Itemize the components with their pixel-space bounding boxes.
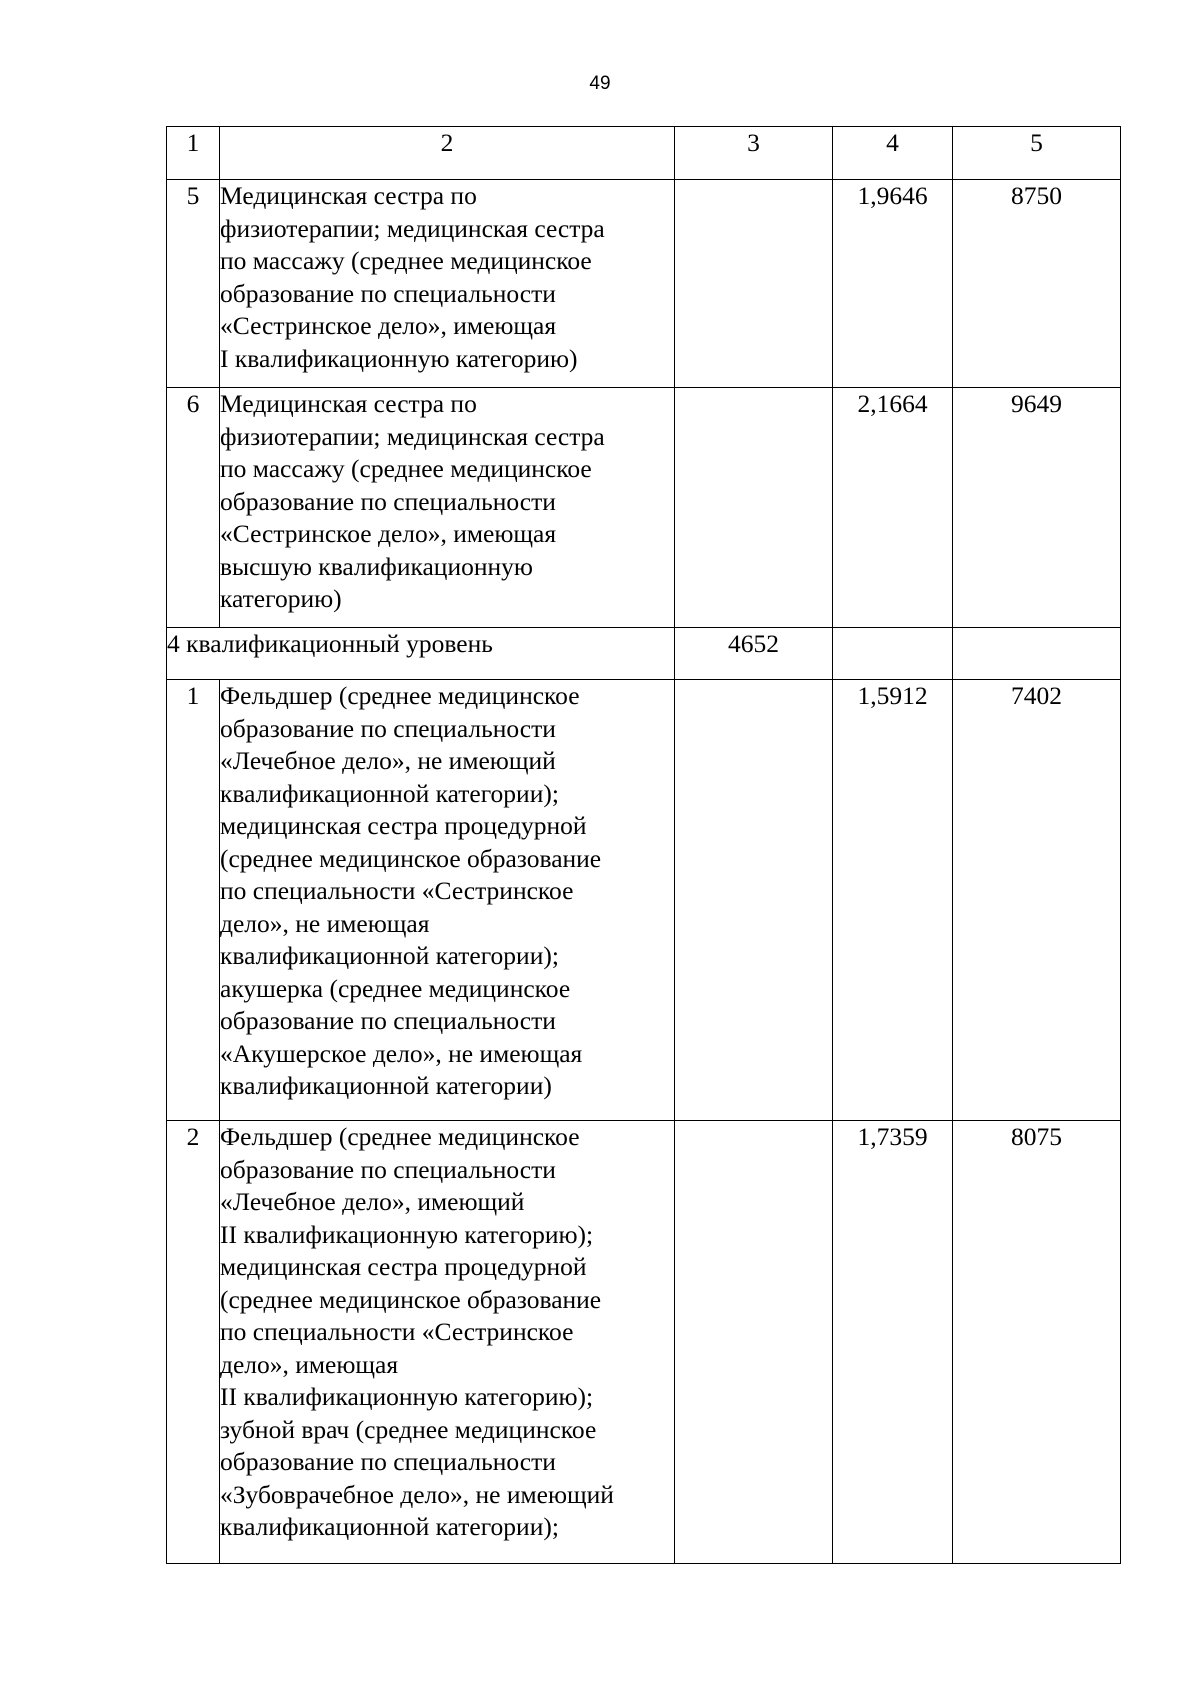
description-line: Медицинская сестра по: [220, 181, 477, 210]
position-description: [220, 180, 675, 388]
description-line: по специальности «Сестринское: [220, 876, 574, 905]
description-line: Фельдшер (среднее медицинское: [220, 681, 580, 710]
description-line: медицинская сестра процедурной: [220, 1252, 587, 1281]
empty-cell: [833, 628, 953, 680]
header-cell-5: 5: [953, 127, 1121, 180]
row-number: 2: [167, 1121, 220, 1564]
row-number: 1: [167, 680, 220, 1121]
table-header-row: [167, 127, 1121, 180]
description-line: дело», не имеющая: [220, 908, 430, 938]
description-line: «Лечебное дело», не имеющий: [220, 746, 556, 775]
salary-cell: 9649: [953, 388, 1121, 628]
description-line: «Лечебное дело», имеющий: [220, 1187, 525, 1216]
description-line: физиотерапии; медицинская сестра: [220, 213, 605, 243]
description-line: по массажу (среднее медицинское: [220, 454, 592, 483]
description-line: медицинская сестра процедурной: [220, 811, 587, 840]
base-salary-cell: [675, 388, 833, 628]
description-line: квалификационной категории): [220, 1071, 552, 1100]
coefficient-cell: 1,5912: [833, 680, 953, 1121]
table-row: [167, 680, 1121, 1121]
qualification-level-row: [167, 628, 1121, 680]
description-line: II квалификационную категорию);: [220, 1219, 594, 1249]
description-line: «Зубоврачебное дело», не имеющий: [220, 1479, 614, 1509]
description-line: образование по специальности: [220, 713, 556, 743]
description-line: «Сестринское дело», имеющая: [220, 519, 557, 548]
salary-cell: 7402: [953, 680, 1121, 1121]
salary-cell: 8750: [953, 180, 1121, 388]
description-line: квалификационной категории);: [220, 941, 559, 970]
header-cell-3: 3: [675, 127, 833, 180]
description-line: образование по специальности: [220, 486, 556, 516]
row-number: 5: [167, 180, 220, 388]
header-cell-2: 2: [220, 127, 675, 180]
header-cell-1: 1: [167, 127, 220, 180]
description-line: образование по специальности: [220, 1006, 556, 1035]
description-line: (среднее медицинское образование: [220, 843, 602, 873]
description-line: высшую квалификационную: [220, 551, 533, 581]
coefficient-cell: 1,9646: [833, 180, 953, 388]
description-line: (среднее медицинское образование: [220, 1284, 602, 1314]
description-line: зубной врач (среднее медицинское: [220, 1414, 597, 1444]
description-line: образование по специальности: [220, 278, 556, 308]
description-line: квалификационной категории);: [220, 1512, 559, 1541]
qualification-level-label: 4 квалификационный уровень: [167, 628, 675, 680]
base-salary-cell: 4652: [675, 628, 833, 680]
base-salary-cell: [675, 1121, 833, 1564]
table-row: [167, 180, 1121, 388]
table-row: [167, 1121, 1121, 1564]
table-row: [167, 388, 1121, 628]
coefficient-cell: 1,7359: [833, 1121, 953, 1564]
description-line: Фельдшер (среднее медицинское: [220, 1122, 580, 1151]
base-salary-cell: [675, 180, 833, 388]
salary-table: [166, 126, 1121, 1564]
page-number: 49: [589, 73, 611, 94]
position-description: [220, 1121, 675, 1564]
salary-cell: 8075: [953, 1121, 1121, 1564]
description-line: категорию): [220, 584, 342, 613]
description-line: образование по специальности: [220, 1447, 556, 1476]
base-salary-cell: [675, 680, 833, 1121]
header-cell-4: 4: [833, 127, 953, 180]
position-description: [220, 388, 675, 628]
empty-cell: [953, 628, 1121, 680]
description-line: дело», имеющая: [220, 1349, 399, 1379]
description-line: II квалификационную категорию);: [220, 1382, 594, 1411]
description-line: квалификационной категории);: [220, 778, 559, 808]
description-line: Медицинская сестра по: [220, 389, 477, 418]
description-line: I квалификационную категорию): [220, 343, 578, 373]
row-number: 6: [167, 388, 220, 628]
description-line: по массажу (среднее медицинское: [220, 246, 592, 275]
table-body: [167, 127, 1121, 1564]
description-line: по специальности «Сестринское: [220, 1317, 574, 1346]
description-line: «Сестринское дело», имеющая: [220, 311, 557, 340]
position-description: [220, 680, 675, 1121]
description-line: образование по специальности: [220, 1154, 556, 1184]
description-line: «Акушерское дело», не имеющая: [220, 1038, 583, 1068]
coefficient-cell: 2,1664: [833, 388, 953, 628]
description-line: физиотерапии; медицинская сестра: [220, 421, 605, 451]
description-line: акушерка (среднее медицинское: [220, 973, 571, 1003]
